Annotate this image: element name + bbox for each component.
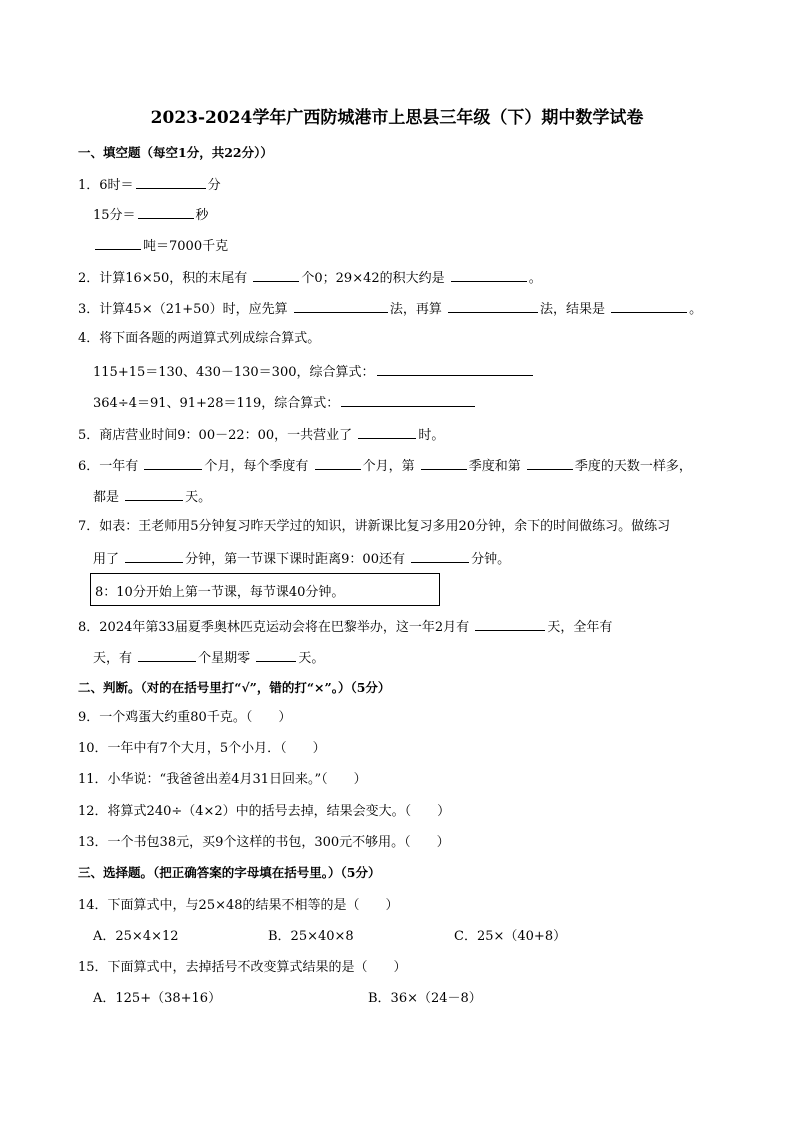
q15-option-b[interactable]: B．36×（24－8） — [368, 991, 482, 1006]
section-1-heading: 一、填空题（每空1分，共22分）） — [78, 145, 273, 160]
q7-text-d: 分钟。 — [471, 552, 511, 567]
answer-blank[interactable] — [138, 648, 196, 662]
q6-text-c: 个月，第 — [362, 459, 415, 474]
q3-text-a: 3．计算45×（21+50）时，应先算 — [78, 302, 288, 317]
q6-text-d: 季度和第 — [468, 459, 521, 474]
answer-blank[interactable] — [125, 487, 183, 501]
answer-blank[interactable] — [448, 299, 538, 313]
q1-b-text: 15分＝ — [93, 208, 136, 223]
q8-text-b: 天，全年有 — [547, 620, 613, 635]
question-7-line-2 — [93, 549, 510, 569]
schedule-table — [90, 573, 440, 606]
question-7-line-1: 7．如表：王老师用5分钟复习昨天学过的知识，讲新课比复习多用20分钟，余下的时间做练习。做练习 — [78, 519, 671, 534]
question-9: 9．一个鸡蛋大约重80千克。（ ） — [78, 710, 292, 725]
q8-text-e: 天。 — [298, 651, 325, 666]
q14-option-c[interactable]: C．25×（40+8） — [454, 929, 567, 944]
question-2 — [78, 268, 542, 288]
section-3-heading: 三、选择题。（把正确答案的字母填在括号里。）（5分） — [78, 865, 381, 880]
question-15: 15．下面算式中，去掉括号不改变算式结果的是（ ） — [78, 960, 407, 975]
q6-text-a: 6．一年有 — [78, 459, 139, 474]
question-4-part-2 — [93, 393, 477, 413]
question-4: 4．将下面各题的两道算式列成综合算式。 — [78, 331, 321, 346]
question-5 — [78, 425, 444, 445]
answer-blank[interactable] — [377, 362, 533, 376]
q5-text-a: 5．商店营业时间9：00－22：00，一共营业了 — [78, 428, 353, 443]
question-1-line-c — [93, 236, 228, 256]
q6-text-e: 季度的天数一样多， — [574, 459, 692, 474]
q2-text-b: 个0；29×42的积大约是 — [301, 271, 445, 286]
answer-blank[interactable] — [294, 299, 388, 313]
q2-text-c: 。 — [528, 271, 542, 286]
q7-text-b: 用了 — [93, 552, 120, 567]
question-4-part-1 — [93, 362, 535, 382]
q7-text-c: 分钟，第一节课下课时距离9：00还有 — [185, 552, 405, 567]
q3-text-c: 法，结果是 — [539, 302, 605, 317]
q6-text-g: 天。 — [185, 490, 212, 505]
q3-text-b: 法，再算 — [389, 302, 442, 317]
question-1-line-b — [93, 205, 209, 225]
question-12: 12．将算式240÷（4×2）中的括号去掉，结果会变大。（ ） — [78, 804, 451, 819]
answer-blank[interactable] — [421, 456, 467, 470]
answer-blank[interactable] — [95, 236, 141, 250]
answer-blank[interactable] — [451, 268, 527, 282]
answer-blank[interactable] — [411, 549, 469, 563]
q8-text-a: 8．2024年第33届夏季奥林匹克运动会将在巴黎举办，这一年2月有 — [78, 620, 470, 635]
q8-text-c: 天，有 — [93, 651, 133, 666]
q3-text-d: 。 — [689, 302, 703, 317]
answer-blank[interactable] — [341, 393, 475, 407]
q5-text-b: 时。 — [418, 428, 445, 443]
q4-c-text: 364÷4＝91、91+28＝119，综合算式： — [93, 396, 340, 411]
question-11: 11．小华说：“我爸爸出差4月31日回来。”（ ） — [78, 772, 367, 787]
q15-option-a[interactable]: A．125+（38+16） — [93, 991, 222, 1006]
q4-b-text: 115+15＝130、430－130＝300，综合算式： — [93, 365, 375, 380]
q1-b-unit: 秒 — [195, 208, 209, 223]
answer-blank[interactable] — [611, 299, 687, 313]
q1-number: 1． — [78, 178, 100, 193]
q14-option-b[interactable]: B．25×40×8 — [268, 929, 354, 944]
question-8-line-2 — [93, 648, 324, 668]
answer-blank[interactable] — [527, 456, 573, 470]
answer-blank[interactable] — [256, 648, 296, 662]
schedule-table-text: 8：10分开始上第一节课，每节课40分钟。 — [95, 585, 345, 600]
q14-option-a[interactable]: A．25×4×12 — [93, 929, 179, 944]
question-6-line-2 — [93, 487, 211, 507]
question-3 — [78, 299, 702, 319]
q1-a-text: 6时＝ — [99, 178, 134, 193]
page-title: 2023-2024学年广西防城港市上思县三年级（下）期中数学试卷 — [150, 108, 644, 128]
section-2-heading: 二、判断。（对的在括号里打“√”，错的打“×”。）（5分） — [78, 680, 391, 695]
answer-blank[interactable] — [136, 175, 206, 189]
answer-blank[interactable] — [144, 456, 202, 470]
answer-blank[interactable] — [125, 549, 183, 563]
question-13: 13．一个书包38元，买9个这样的书包，300元不够用。（ ） — [78, 835, 450, 850]
q6-text-f: 都是 — [93, 490, 120, 505]
answer-blank[interactable] — [315, 456, 361, 470]
question-10: 10．一年中有7个大月，5个小月．（ ） — [78, 741, 326, 756]
q6-text-b: 个月，每个季度有 — [204, 459, 309, 474]
question-6-line-1 — [78, 456, 692, 476]
q8-text-d: 个星期零 — [198, 651, 251, 666]
answer-blank[interactable] — [138, 205, 194, 219]
answer-blank[interactable] — [475, 617, 545, 631]
q1-a-unit: 分 — [207, 178, 221, 193]
q2-text-a: 2．计算16×50，积的末尾有 — [78, 271, 248, 286]
answer-blank[interactable] — [358, 425, 416, 439]
question-14: 14．下面算式中，与25×48的结果不相等的是（ ） — [78, 898, 399, 913]
question-1-line-a — [78, 175, 221, 195]
q1-c-text: 吨＝7000千克 — [143, 239, 229, 254]
answer-blank[interactable] — [253, 268, 299, 282]
question-8-line-1 — [78, 617, 612, 637]
